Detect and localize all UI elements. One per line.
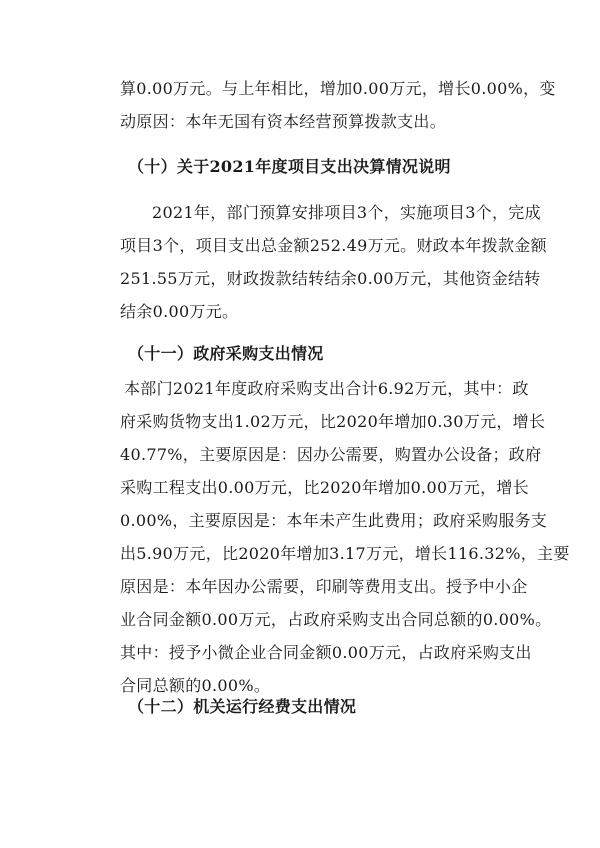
text-line: 0.00%，主要原因是：本年未产生此费用；政府采购服务支 xyxy=(120,511,548,530)
paragraph-continuation xyxy=(120,72,556,138)
paragraph-section-10 xyxy=(120,196,547,328)
text-line: 251.55万元，财政拨款结转结余0.00万元，其他资金结转 xyxy=(120,269,541,288)
text-line: 出5.90万元，比2020年增加3.17万元，增长116.32%，主要 xyxy=(120,544,570,563)
heading-text: （十二）机关运行经费支出情况 xyxy=(128,697,357,716)
text-line: 合同总额的0.00%。 xyxy=(120,676,271,695)
text-line: 本部门2021年度政府采购支出合计6.92万元，其中：政 xyxy=(124,379,529,398)
text-line: 40.77%，主要原因是：因办公需要，购置办公设备；政府 xyxy=(120,445,542,464)
text-line: 业合同金额0.00万元，占政府采购支出合同总额的0.00%。 xyxy=(120,610,552,629)
text-line: 原因是：本年因办公需要，印刷等费用支出。授予中小企 xyxy=(120,577,528,596)
text-line: 动原因：本年无国有资本经营预算拨款支出。 xyxy=(120,112,447,131)
section-heading-12 xyxy=(128,690,508,723)
heading-text: （十）关于2021年度项目支出决算情况说明 xyxy=(128,157,451,176)
text-line: 采购工程支出0.00万元，比2020年增加0.00万元，增长 xyxy=(120,478,529,497)
text-line: 算0.00万元。与上年相比，增加0.00万元，增长0.00%，变 xyxy=(120,79,556,98)
paragraph-section-11 xyxy=(120,372,570,702)
section-heading-11 xyxy=(128,337,508,370)
section-heading-10 xyxy=(128,150,508,183)
text-line: 项目3个，项目支出总金额252.49万元。财政本年拨款金额 xyxy=(120,236,547,255)
text-line: 其中：授予小微企业合同金额0.00万元，占政府采购支出 xyxy=(120,643,532,662)
text-line: 结余0.00万元。 xyxy=(120,302,239,321)
text-line: 2021年，部门预算安排项目3个，实施项目3个，完成 xyxy=(152,203,541,222)
text-line: 府采购货物支出1.02万元，比2020年增加0.30万元，增长 xyxy=(120,412,546,431)
heading-text: （十一）政府采购支出情况 xyxy=(128,344,324,363)
